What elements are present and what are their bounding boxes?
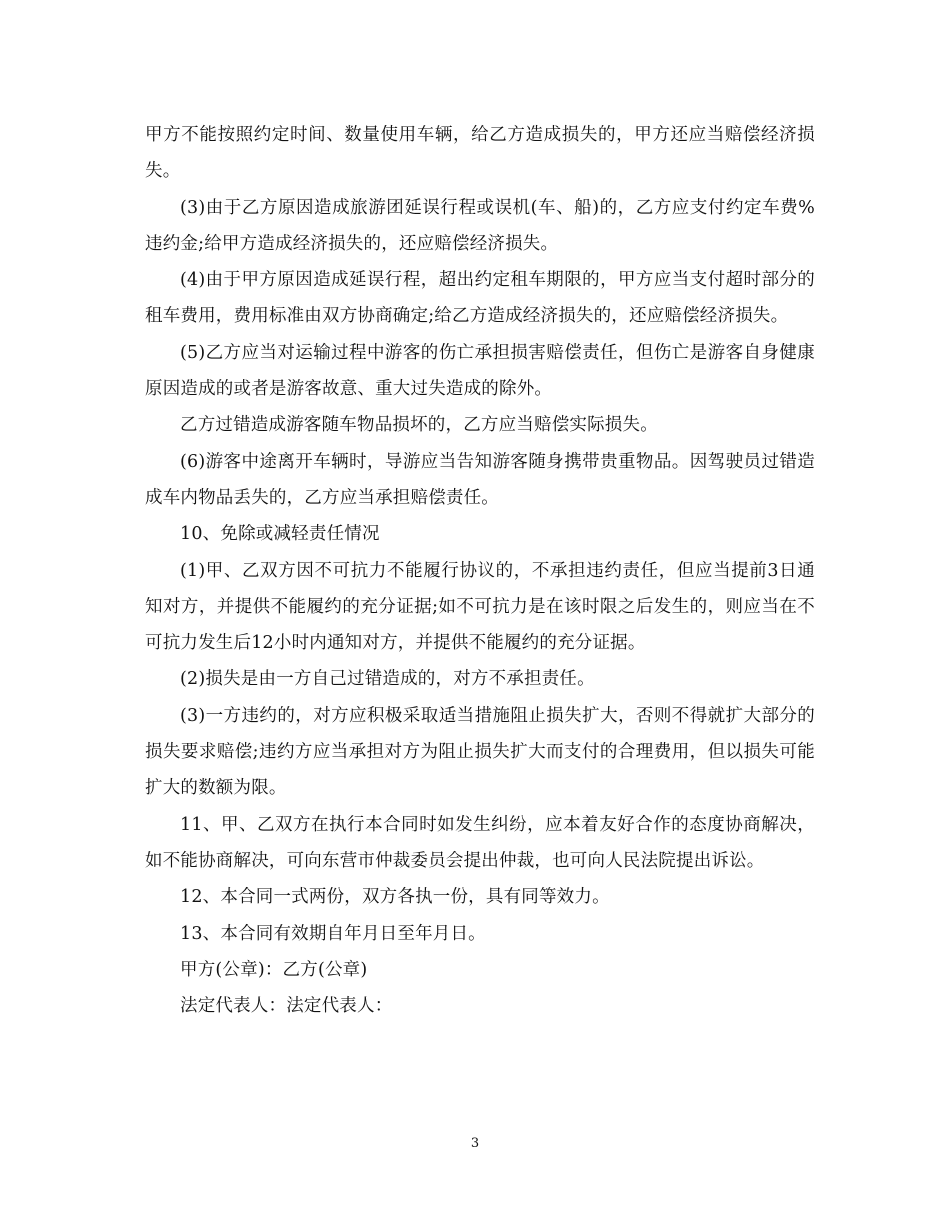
clause-11: 11、甲、乙双方在执行本合同时如发生纠纷，应本着友好合作的态度协商解决，如不能协商解决，可向东营市仲裁委员会提出仲裁，也可向人民法院提出诉讼。 [145, 814, 815, 871]
paragraph-3: (4)由于甲方原因造成延误行程，超出约定租车期限的，甲方应当支付超时部分的租车费用，费用标准由双方协商确定;给乙方造成经济损失的，还应赔偿经济损失。 [145, 270, 815, 327]
representative-line: 法定代表人：法定代表人： [180, 996, 393, 1017]
clause-12: 12、本合同一式两份，双方各执一份，具有同等效力。 [180, 887, 610, 908]
document-body [145, 117, 815, 1024]
page-number: 3 [470, 1136, 480, 1151]
section-heading-10: 10、免除或减轻责任情况 [180, 524, 380, 545]
paragraph-4: (5)乙方应当对运输过程中游客的伤亡承担损害赔偿责任，但伤亡是游客自身健康原因造成的或者是游客故意、重大过失造成的除外。 [145, 342, 815, 400]
clause-13: 13、本合同有效期自年月日至年月日。 [180, 923, 486, 944]
paragraph-10: (3)一方违约的，对方应积极采取适当措施阻止损失扩大，否则不得就扩大部分的损失要求赔偿;违约方应当承担对方为阻止损失扩大而支付的合理费用，但以损失可能扩大的数额为限。 [145, 705, 815, 799]
paragraph-2: (3)由于乙方原因造成旅游团延误行程或误机(车、船)的，乙方应支付约定车费%违约金;给甲方造成经济损失的，还应赔偿经济损失。 [145, 197, 815, 254]
paragraph-6: (6)游客中途离开车辆时，导游应当告知游客随身携带贵重物品。因驾驶员过错造成车内物品丢失的，乙方应当承担赔偿责任。 [145, 451, 815, 508]
paragraph-5: 乙方过错造成游客随车物品损坏的，乙方应当赔偿实际损失。 [180, 415, 658, 436]
paragraph-9: (2)损失是由一方自己过错造成的，对方不承担责任。 [180, 669, 595, 690]
paragraph-8: (1)甲、乙双方因不可抗力不能履行协议的，不承担违约责任，但应当提前3日通知对方，并提供不能履约的充分证据;如不可抗力是在该时限之后发生的，则应当在不可抗力发生后12小时内通知对方，并提供不能履约的充分证据。 [145, 560, 815, 654]
seal-line: 甲方(公章)：乙方(公章) [180, 959, 368, 980]
paragraph-1: 甲方不能按照约定时间、数量使用车辆，给乙方造成损失的，甲方还应当赔偿经济损失。 [145, 125, 815, 182]
